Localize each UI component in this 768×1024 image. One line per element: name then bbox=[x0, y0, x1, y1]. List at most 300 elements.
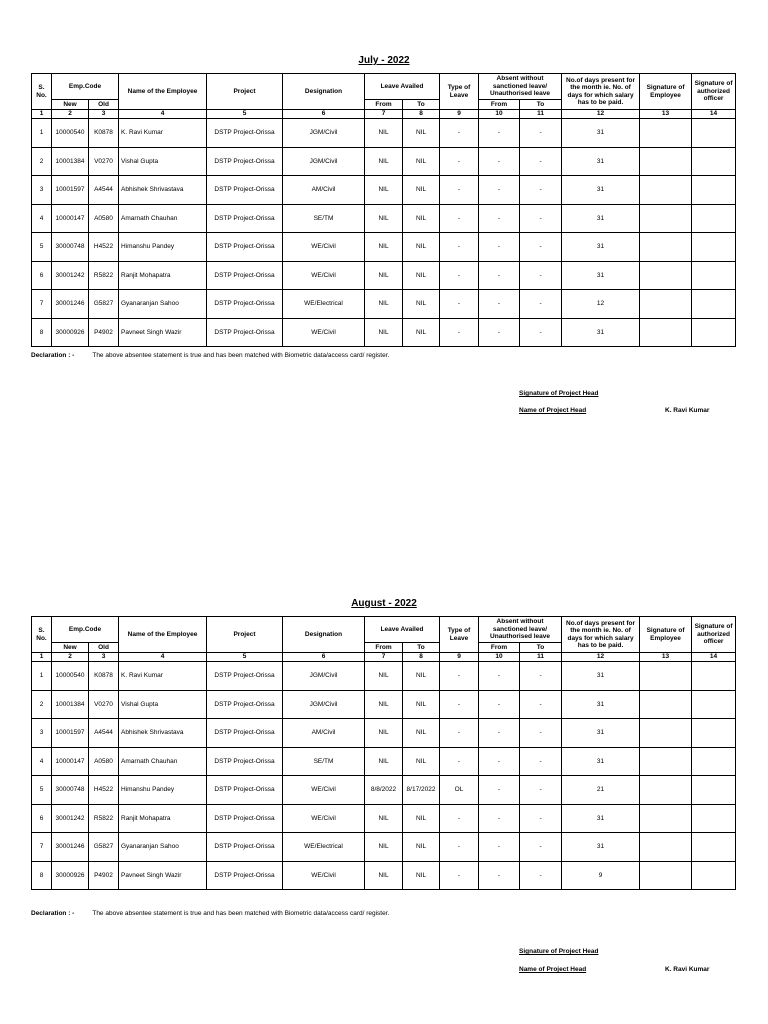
cell-leave-type: - bbox=[440, 119, 479, 148]
column-number: 3 bbox=[89, 653, 119, 662]
cell-absent-from: - bbox=[479, 861, 520, 890]
cell-days-present: 31 bbox=[562, 662, 640, 691]
cell-leave-from: NIL bbox=[365, 261, 403, 290]
cell-leave-from: NIL bbox=[365, 804, 403, 833]
cell-sno: 5 bbox=[32, 776, 52, 805]
cell-signature-employee bbox=[640, 747, 692, 776]
cell-emp-code-new: 10000147 bbox=[52, 204, 89, 233]
signature-label-august: Signature of Project Head bbox=[519, 948, 599, 955]
cell-absent-from: - bbox=[479, 776, 520, 805]
cell-emp-code-old: P4902 bbox=[89, 861, 119, 890]
table-row bbox=[32, 719, 736, 748]
cell-leave-from: NIL bbox=[365, 233, 403, 262]
cell-emp-code-old: R5822 bbox=[89, 804, 119, 833]
table-row bbox=[32, 804, 736, 833]
cell-employee-name: Abhishek Shrivastava bbox=[119, 719, 207, 748]
cell-leave-from: NIL bbox=[365, 204, 403, 233]
cell-emp-code-old: V0270 bbox=[89, 690, 119, 719]
header-designation: Designation bbox=[283, 74, 365, 110]
header-days-present: No.of days present for the month ie. No. of days for which salary has to be paid. bbox=[562, 617, 640, 653]
header-leave-from: From bbox=[365, 100, 403, 110]
cell-leave-to: NIL bbox=[403, 119, 440, 148]
column-number: 7 bbox=[365, 653, 403, 662]
cell-project: DSTP Project-Orissa bbox=[207, 776, 283, 805]
column-number-row bbox=[32, 110, 736, 119]
attendance-table-july bbox=[31, 73, 736, 347]
month-title-july: July - 2022 bbox=[358, 55, 410, 66]
cell-project: DSTP Project-Orissa bbox=[207, 261, 283, 290]
cell-leave-type: - bbox=[440, 662, 479, 691]
column-number: 9 bbox=[440, 110, 479, 119]
declaration-text: The above absentee statement is true and has been matched with Biometric data/access card/ register. bbox=[92, 910, 390, 917]
column-number: 1 bbox=[32, 110, 52, 119]
cell-project: DSTP Project-Orissa bbox=[207, 204, 283, 233]
column-number: 5 bbox=[207, 653, 283, 662]
cell-sno: 2 bbox=[32, 690, 52, 719]
cell-emp-code-old: P4902 bbox=[89, 318, 119, 347]
signature-label-july: Signature of Project Head bbox=[519, 390, 599, 397]
cell-leave-from: 8/8/2022 bbox=[365, 776, 403, 805]
cell-leave-to: NIL bbox=[403, 662, 440, 691]
cell-leave-to: NIL bbox=[403, 690, 440, 719]
table-row bbox=[32, 233, 736, 262]
cell-signature-officer bbox=[692, 747, 736, 776]
cell-project: DSTP Project-Orissa bbox=[207, 804, 283, 833]
cell-signature-employee bbox=[640, 261, 692, 290]
cell-signature-officer bbox=[692, 176, 736, 205]
cell-leave-from: NIL bbox=[365, 747, 403, 776]
cell-signature-employee bbox=[640, 861, 692, 890]
header-old: Old bbox=[89, 643, 119, 653]
declaration-text: The above absentee statement is true and has been matched with Biometric data/access card/ register. bbox=[92, 352, 390, 359]
column-number: 6 bbox=[283, 653, 365, 662]
cell-designation: WE/Electrical bbox=[283, 290, 365, 319]
cell-signature-officer bbox=[692, 119, 736, 148]
cell-signature-officer bbox=[692, 290, 736, 319]
cell-sno: 4 bbox=[32, 747, 52, 776]
cell-employee-name: Abhishek Shrivastava bbox=[119, 176, 207, 205]
cell-employee-name: K. Ravi Kumar bbox=[119, 662, 207, 691]
header-name: Name of the Employee bbox=[119, 617, 207, 653]
cell-days-present: 21 bbox=[562, 776, 640, 805]
cell-days-present: 31 bbox=[562, 261, 640, 290]
cell-leave-type: - bbox=[440, 861, 479, 890]
cell-days-present: 31 bbox=[562, 176, 640, 205]
table-row bbox=[32, 747, 736, 776]
cell-absent-to: - bbox=[520, 290, 562, 319]
table-body-july bbox=[32, 119, 736, 347]
cell-leave-type: - bbox=[440, 204, 479, 233]
column-number: 14 bbox=[692, 653, 736, 662]
cell-absent-from: - bbox=[479, 119, 520, 148]
project-head-name-august: K. Ravi Kumar bbox=[665, 966, 710, 973]
project-head-label-july: Name of Project Head bbox=[519, 407, 587, 414]
cell-sno: 6 bbox=[32, 804, 52, 833]
header-sno: S. No. bbox=[32, 74, 52, 110]
column-number: 2 bbox=[52, 110, 89, 119]
cell-absent-from: - bbox=[479, 233, 520, 262]
cell-signature-employee bbox=[640, 833, 692, 862]
cell-leave-to: NIL bbox=[403, 176, 440, 205]
cell-sno: 7 bbox=[32, 833, 52, 862]
cell-emp-code-new: 30001242 bbox=[52, 261, 89, 290]
column-number: 11 bbox=[520, 653, 562, 662]
cell-employee-name: Ranjit Mohapatra bbox=[119, 261, 207, 290]
header-leave-to: To bbox=[403, 643, 440, 653]
cell-emp-code-new: 30001242 bbox=[52, 804, 89, 833]
cell-emp-code-old: G5827 bbox=[89, 290, 119, 319]
cell-leave-type: - bbox=[440, 318, 479, 347]
cell-signature-officer bbox=[692, 719, 736, 748]
column-number-row bbox=[32, 653, 736, 662]
cell-project: DSTP Project-Orissa bbox=[207, 176, 283, 205]
cell-leave-from: NIL bbox=[365, 719, 403, 748]
column-number: 13 bbox=[640, 653, 692, 662]
cell-absent-to: - bbox=[520, 318, 562, 347]
column-number: 9 bbox=[440, 653, 479, 662]
table-row bbox=[32, 176, 736, 205]
cell-employee-name: K. Ravi Kumar bbox=[119, 119, 207, 148]
cell-leave-from: NIL bbox=[365, 662, 403, 691]
column-number: 13 bbox=[640, 110, 692, 119]
header-leave-availed: Leave Availed bbox=[365, 617, 440, 643]
cell-emp-code-new: 30001246 bbox=[52, 290, 89, 319]
cell-sno: 6 bbox=[32, 261, 52, 290]
cell-emp-code-old: K0878 bbox=[89, 119, 119, 148]
cell-days-present: 31 bbox=[562, 690, 640, 719]
cell-sno: 3 bbox=[32, 719, 52, 748]
cell-days-present: 9 bbox=[562, 861, 640, 890]
header-absent-from: From bbox=[479, 643, 520, 653]
cell-emp-code-old: V0270 bbox=[89, 147, 119, 176]
cell-employee-name: Pavneet Singh Wazir bbox=[119, 861, 207, 890]
cell-absent-to: - bbox=[520, 804, 562, 833]
cell-emp-code-new: 10000540 bbox=[52, 119, 89, 148]
cell-signature-employee bbox=[640, 204, 692, 233]
cell-emp-code-new: 10001597 bbox=[52, 719, 89, 748]
cell-leave-from: NIL bbox=[365, 147, 403, 176]
cell-signature-employee bbox=[640, 290, 692, 319]
cell-designation: AM/Civil bbox=[283, 719, 365, 748]
cell-employee-name: Gyanaranjan Sahoo bbox=[119, 833, 207, 862]
cell-emp-code-old: A4544 bbox=[89, 176, 119, 205]
cell-leave-type: - bbox=[440, 233, 479, 262]
header-leave-from: From bbox=[365, 643, 403, 653]
cell-designation: JGM/Civil bbox=[283, 662, 365, 691]
cell-leave-to: NIL bbox=[403, 290, 440, 319]
cell-leave-type: - bbox=[440, 719, 479, 748]
header-leave-to: To bbox=[403, 100, 440, 110]
cell-absent-to: - bbox=[520, 662, 562, 691]
cell-employee-name: Amarnath Chauhan bbox=[119, 747, 207, 776]
cell-employee-name: Vishal Gupta bbox=[119, 690, 207, 719]
cell-project: DSTP Project-Orissa bbox=[207, 233, 283, 262]
cell-project: DSTP Project-Orissa bbox=[207, 318, 283, 347]
cell-project: DSTP Project-Orissa bbox=[207, 119, 283, 148]
cell-sno: 2 bbox=[32, 147, 52, 176]
column-number: 3 bbox=[89, 110, 119, 119]
cell-emp-code-new: 10000147 bbox=[52, 747, 89, 776]
cell-employee-name: Pavneet Singh Wazir bbox=[119, 318, 207, 347]
header-sno: S. No. bbox=[32, 617, 52, 653]
header-project: Project bbox=[207, 74, 283, 110]
cell-absent-from: - bbox=[479, 261, 520, 290]
column-number: 10 bbox=[479, 653, 520, 662]
header-designation: Designation bbox=[283, 617, 365, 653]
cell-leave-type: - bbox=[440, 833, 479, 862]
cell-emp-code-new: 10000540 bbox=[52, 662, 89, 691]
header-emp-code: Emp.Code bbox=[52, 617, 119, 643]
cell-absent-to: - bbox=[520, 719, 562, 748]
cell-absent-to: - bbox=[520, 690, 562, 719]
column-number: 12 bbox=[562, 110, 640, 119]
cell-signature-officer bbox=[692, 833, 736, 862]
cell-absent-from: - bbox=[479, 662, 520, 691]
cell-absent-from: - bbox=[479, 176, 520, 205]
header-project: Project bbox=[207, 617, 283, 653]
cell-project: DSTP Project-Orissa bbox=[207, 833, 283, 862]
cell-designation: WE/Civil bbox=[283, 318, 365, 347]
cell-signature-employee bbox=[640, 233, 692, 262]
header-new: New bbox=[52, 100, 89, 110]
header-absent-without-leave: Absent without sanctioned leave/ Unauthorised leave bbox=[479, 617, 562, 643]
cell-emp-code-new: 30000748 bbox=[52, 776, 89, 805]
cell-signature-employee bbox=[640, 176, 692, 205]
cell-leave-to: 8/17/2022 bbox=[403, 776, 440, 805]
project-head-name-july: K. Ravi Kumar bbox=[665, 407, 710, 414]
attendance-table-august bbox=[31, 616, 736, 890]
header-days-present: No.of days present for the month ie. No. of days for which salary has to be paid. bbox=[562, 74, 640, 110]
table-row bbox=[32, 147, 736, 176]
cell-absent-from: - bbox=[479, 318, 520, 347]
cell-emp-code-new: 10001597 bbox=[52, 176, 89, 205]
cell-emp-code-old: A4544 bbox=[89, 719, 119, 748]
table-row bbox=[32, 662, 736, 691]
header-old: Old bbox=[89, 100, 119, 110]
cell-emp-code-old: R5822 bbox=[89, 261, 119, 290]
cell-project: DSTP Project-Orissa bbox=[207, 662, 283, 691]
cell-signature-officer bbox=[692, 233, 736, 262]
header-absent-to: To bbox=[520, 643, 562, 653]
cell-leave-type: - bbox=[440, 690, 479, 719]
cell-sno: 8 bbox=[32, 318, 52, 347]
header-emp-code: Emp.Code bbox=[52, 74, 119, 100]
cell-designation: AM/Civil bbox=[283, 176, 365, 205]
cell-signature-officer bbox=[692, 318, 736, 347]
cell-emp-code-old: A0580 bbox=[89, 204, 119, 233]
table-row bbox=[32, 204, 736, 233]
cell-designation: JGM/Civil bbox=[283, 119, 365, 148]
column-number: 8 bbox=[403, 653, 440, 662]
cell-leave-to: NIL bbox=[403, 833, 440, 862]
header-type-of-leave: Type of Leave bbox=[440, 74, 479, 110]
cell-absent-to: - bbox=[520, 204, 562, 233]
cell-project: DSTP Project-Orissa bbox=[207, 690, 283, 719]
cell-employee-name: Amarnath Chauhan bbox=[119, 204, 207, 233]
cell-emp-code-old: H4522 bbox=[89, 233, 119, 262]
cell-employee-name: Himanshu Pandey bbox=[119, 776, 207, 805]
cell-absent-to: - bbox=[520, 861, 562, 890]
cell-days-present: 31 bbox=[562, 318, 640, 347]
header-type-of-leave: Type of Leave bbox=[440, 617, 479, 653]
cell-employee-name: Himanshu Pandey bbox=[119, 233, 207, 262]
column-number: 6 bbox=[283, 110, 365, 119]
cell-sno: 7 bbox=[32, 290, 52, 319]
cell-employee-name: Vishal Gupta bbox=[119, 147, 207, 176]
header-new: New bbox=[52, 643, 89, 653]
cell-project: DSTP Project-Orissa bbox=[207, 861, 283, 890]
cell-leave-to: NIL bbox=[403, 318, 440, 347]
month-title-august: August - 2022 bbox=[351, 598, 417, 609]
cell-leave-type: - bbox=[440, 261, 479, 290]
cell-absent-to: - bbox=[520, 176, 562, 205]
table-row bbox=[32, 318, 736, 347]
cell-designation: WE/Civil bbox=[283, 261, 365, 290]
cell-project: DSTP Project-Orissa bbox=[207, 747, 283, 776]
cell-sno: 8 bbox=[32, 861, 52, 890]
cell-designation: WE/Civil bbox=[283, 861, 365, 890]
declaration-august bbox=[31, 910, 389, 917]
cell-designation: WE/Electrical bbox=[283, 833, 365, 862]
cell-project: DSTP Project-Orissa bbox=[207, 719, 283, 748]
cell-absent-to: - bbox=[520, 776, 562, 805]
cell-absent-from: - bbox=[479, 719, 520, 748]
cell-leave-to: NIL bbox=[403, 261, 440, 290]
table-row bbox=[32, 690, 736, 719]
cell-leave-from: NIL bbox=[365, 176, 403, 205]
cell-leave-from: NIL bbox=[365, 318, 403, 347]
cell-absent-from: - bbox=[479, 290, 520, 319]
column-number: 1 bbox=[32, 653, 52, 662]
cell-signature-officer bbox=[692, 204, 736, 233]
cell-emp-code-new: 30001246 bbox=[52, 833, 89, 862]
cell-signature-employee bbox=[640, 804, 692, 833]
declaration-july bbox=[31, 352, 389, 359]
cell-absent-from: - bbox=[479, 804, 520, 833]
column-number: 8 bbox=[403, 110, 440, 119]
cell-days-present: 31 bbox=[562, 833, 640, 862]
cell-emp-code-old: K0878 bbox=[89, 662, 119, 691]
header-absent-to: To bbox=[520, 100, 562, 110]
cell-signature-officer bbox=[692, 861, 736, 890]
cell-absent-to: - bbox=[520, 833, 562, 862]
cell-days-present: 31 bbox=[562, 747, 640, 776]
table-row bbox=[32, 119, 736, 148]
cell-employee-name: Ranjit Mohapatra bbox=[119, 804, 207, 833]
cell-days-present: 31 bbox=[562, 804, 640, 833]
cell-absent-to: - bbox=[520, 119, 562, 148]
cell-days-present: 31 bbox=[562, 119, 640, 148]
column-number: 5 bbox=[207, 110, 283, 119]
cell-designation: WE/Civil bbox=[283, 776, 365, 805]
cell-sno: 1 bbox=[32, 662, 52, 691]
cell-designation: JGM/Civil bbox=[283, 690, 365, 719]
cell-leave-type: - bbox=[440, 147, 479, 176]
cell-leave-from: NIL bbox=[365, 690, 403, 719]
column-number: 4 bbox=[119, 110, 207, 119]
header-signature-officer: Signature of authorized officer bbox=[692, 74, 736, 110]
cell-signature-employee bbox=[640, 690, 692, 719]
cell-leave-from: NIL bbox=[365, 861, 403, 890]
header-leave-availed: Leave Availed bbox=[365, 74, 440, 100]
cell-days-present: 31 bbox=[562, 204, 640, 233]
cell-leave-from: NIL bbox=[365, 119, 403, 148]
cell-signature-officer bbox=[692, 147, 736, 176]
cell-designation: JGM/Civil bbox=[283, 147, 365, 176]
table-body-august bbox=[32, 662, 736, 890]
table-row bbox=[32, 861, 736, 890]
cell-emp-code-new: 10001384 bbox=[52, 147, 89, 176]
cell-designation: SE/TM bbox=[283, 204, 365, 233]
column-number: 7 bbox=[365, 110, 403, 119]
cell-leave-to: NIL bbox=[403, 147, 440, 176]
cell-leave-from: NIL bbox=[365, 290, 403, 319]
cell-days-present: 31 bbox=[562, 233, 640, 262]
cell-emp-code-new: 30000748 bbox=[52, 233, 89, 262]
header-absent-from: From bbox=[479, 100, 520, 110]
cell-signature-officer bbox=[692, 804, 736, 833]
cell-absent-from: - bbox=[479, 747, 520, 776]
cell-emp-code-old: G5827 bbox=[89, 833, 119, 862]
column-number: 2 bbox=[52, 653, 89, 662]
cell-signature-officer bbox=[692, 690, 736, 719]
cell-leave-to: NIL bbox=[403, 747, 440, 776]
cell-project: DSTP Project-Orissa bbox=[207, 147, 283, 176]
cell-emp-code-new: 30000926 bbox=[52, 861, 89, 890]
cell-signature-employee bbox=[640, 776, 692, 805]
cell-emp-code-old: A0580 bbox=[89, 747, 119, 776]
cell-days-present: 31 bbox=[562, 719, 640, 748]
cell-leave-to: NIL bbox=[403, 719, 440, 748]
cell-signature-officer bbox=[692, 662, 736, 691]
cell-absent-to: - bbox=[520, 747, 562, 776]
cell-project: DSTP Project-Orissa bbox=[207, 290, 283, 319]
declaration-label: Declaration : - bbox=[31, 910, 75, 917]
cell-leave-to: NIL bbox=[403, 861, 440, 890]
cell-leave-type: - bbox=[440, 804, 479, 833]
cell-designation: WE/Civil bbox=[283, 804, 365, 833]
cell-sno: 4 bbox=[32, 204, 52, 233]
cell-signature-employee bbox=[640, 318, 692, 347]
cell-leave-type: - bbox=[440, 290, 479, 319]
column-number: 14 bbox=[692, 110, 736, 119]
cell-absent-to: - bbox=[520, 261, 562, 290]
table-row bbox=[32, 833, 736, 862]
cell-emp-code-old: H4522 bbox=[89, 776, 119, 805]
table-row bbox=[32, 261, 736, 290]
header-name: Name of the Employee bbox=[119, 74, 207, 110]
cell-signature-employee bbox=[640, 662, 692, 691]
cell-emp-code-new: 30000926 bbox=[52, 318, 89, 347]
cell-absent-to: - bbox=[520, 233, 562, 262]
header-signature-employee: Signature of Employee bbox=[640, 617, 692, 653]
cell-absent-to: - bbox=[520, 147, 562, 176]
cell-leave-type: - bbox=[440, 747, 479, 776]
column-number: 11 bbox=[520, 110, 562, 119]
cell-signature-officer bbox=[692, 261, 736, 290]
cell-signature-employee bbox=[640, 119, 692, 148]
cell-signature-employee bbox=[640, 147, 692, 176]
header-signature-officer: Signature of authorized officer bbox=[692, 617, 736, 653]
project-head-label-august: Name of Project Head bbox=[519, 966, 587, 973]
cell-leave-type: OL bbox=[440, 776, 479, 805]
cell-days-present: 12 bbox=[562, 290, 640, 319]
cell-absent-from: - bbox=[479, 833, 520, 862]
cell-sno: 3 bbox=[32, 176, 52, 205]
cell-leave-type: - bbox=[440, 176, 479, 205]
cell-leave-to: NIL bbox=[403, 204, 440, 233]
header-signature-employee: Signature of Employee bbox=[640, 74, 692, 110]
